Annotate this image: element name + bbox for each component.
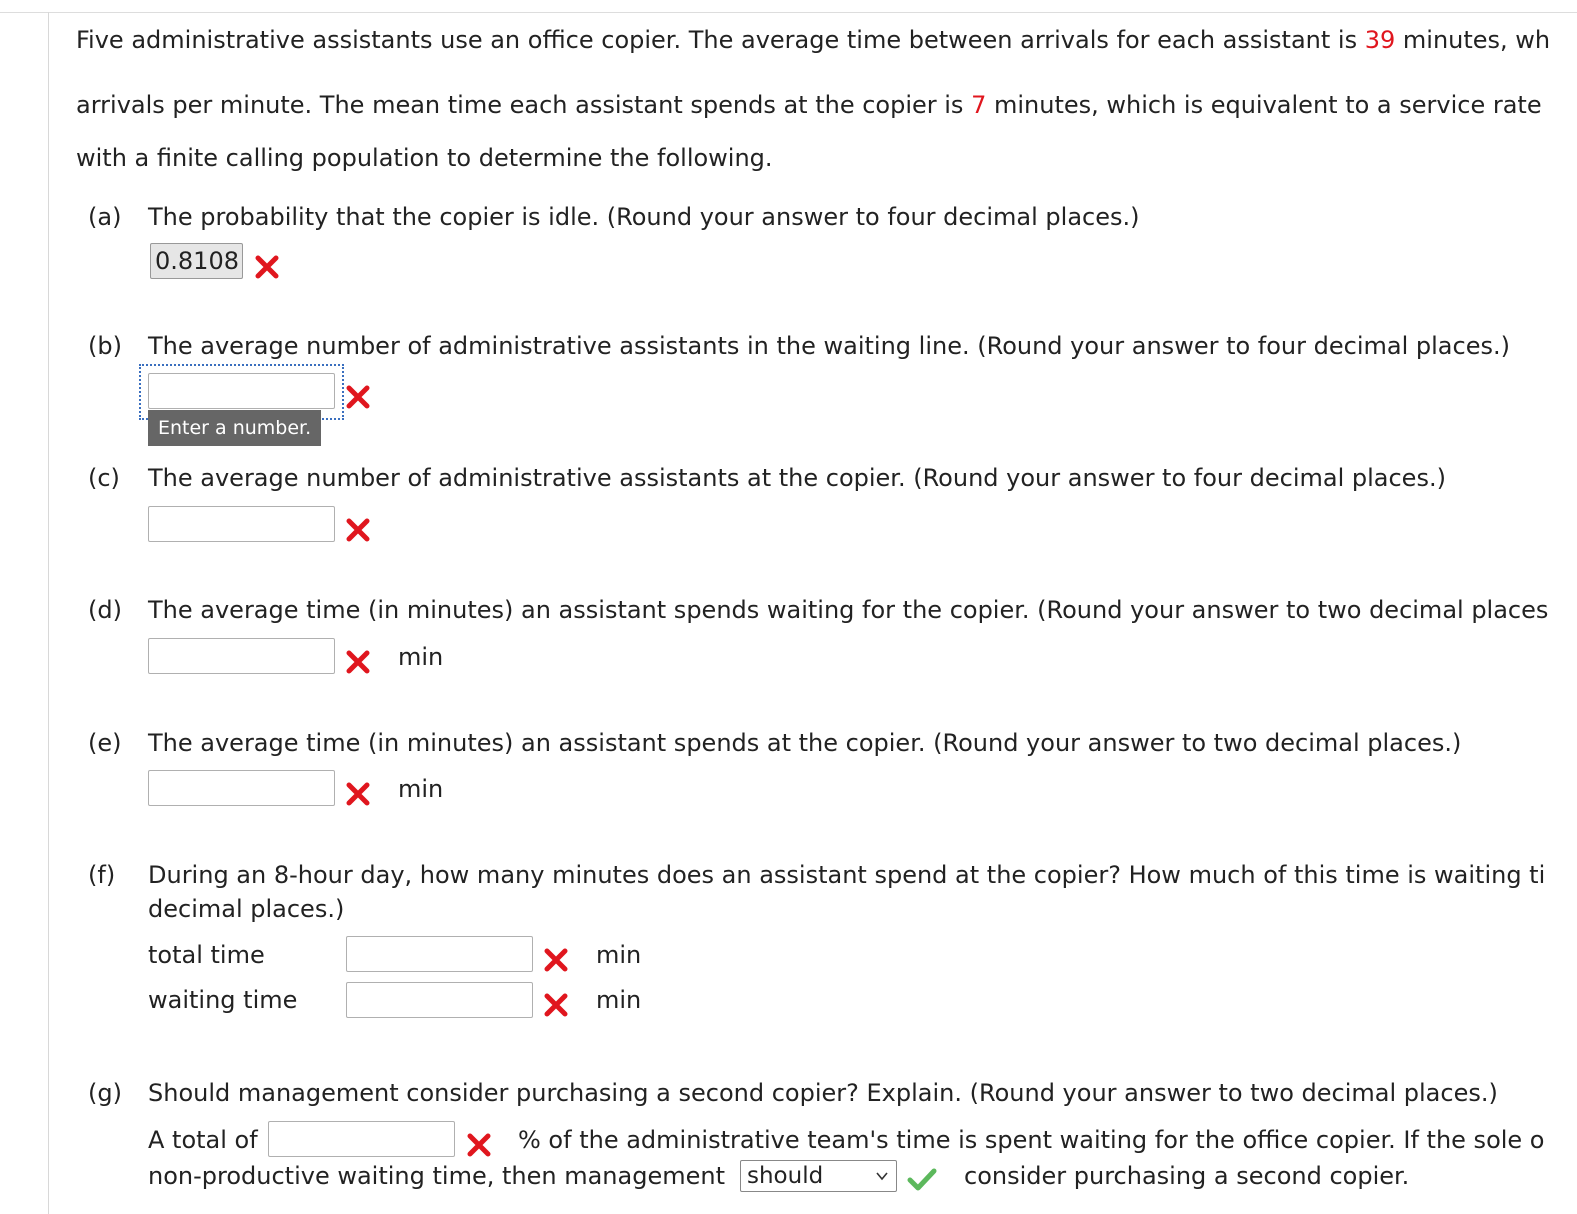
left-divider xyxy=(48,12,49,1214)
x-mark-icon xyxy=(543,992,569,1018)
total-time-input[interactable] xyxy=(346,936,533,972)
part-b-letter: (b) xyxy=(88,332,122,360)
part-d-letter: (d) xyxy=(88,596,122,624)
part-d-unit: min xyxy=(398,643,444,671)
part-a-answer-input[interactable]: 0.8108 xyxy=(150,243,243,279)
x-mark-icon xyxy=(345,781,371,807)
part-d-question: The average time (in minutes) an assistant spends waiting for the copier. (Round your answer to two decimal places xyxy=(148,596,1549,624)
part-c-answer-input[interactable] xyxy=(148,506,335,542)
part-f-question-line-2: decimal places.) xyxy=(148,895,345,923)
management-decision-select[interactable] xyxy=(740,1160,897,1192)
top-divider xyxy=(0,12,1577,13)
part-e-letter: (e) xyxy=(88,729,122,757)
part-c-letter: (c) xyxy=(88,464,120,492)
arrival-time-value: 39 xyxy=(1364,26,1396,54)
part-b-question: The average number of administrative assistants in the waiting line. (Round your answer to four decimal places.) xyxy=(148,332,1510,360)
x-mark-icon xyxy=(254,254,280,280)
intro-line-2 xyxy=(76,90,1542,120)
part-f-question-line-1: During an 8-hour day, how many minutes does an assistant spend at the copier? How much of this time is waiting ti xyxy=(148,861,1546,889)
part-g-line2-text: non-productive waiting time, then management xyxy=(148,1162,725,1190)
intro-text: minutes, wh xyxy=(1395,26,1551,54)
intro-text: minutes, which is equivalent to a service rate xyxy=(986,91,1542,119)
part-g-line2-post-text: consider purchasing a second copier. xyxy=(964,1162,1410,1190)
intro-text: Five administrative assistants use an office copier. The average time between arrivals for each assistant is xyxy=(76,26,1365,54)
part-f-letter: (f) xyxy=(88,861,116,889)
x-mark-icon xyxy=(345,517,371,543)
part-g-percent-input[interactable] xyxy=(268,1121,455,1157)
part-g-letter: (g) xyxy=(88,1079,122,1107)
x-mark-icon xyxy=(543,947,569,973)
intro-line-3: with a finite calling population to determine the following. xyxy=(76,144,773,172)
validation-tooltip: Enter a number. xyxy=(148,410,321,446)
part-e-answer-input[interactable] xyxy=(148,770,335,806)
x-mark-icon xyxy=(345,649,371,675)
select-value: should xyxy=(747,1163,824,1189)
intro-line-1 xyxy=(76,25,1550,55)
part-a-letter: (a) xyxy=(88,203,122,231)
total-time-unit: min xyxy=(596,941,642,969)
waiting-time-unit: min xyxy=(596,986,642,1014)
intro-text: arrivals per minute. The mean time each assistant spends at the copier is xyxy=(76,91,972,119)
check-mark-icon xyxy=(906,1166,938,1192)
chevron-down-icon xyxy=(874,1168,890,1184)
part-g-pre-text: A total of xyxy=(148,1126,258,1154)
total-time-label: total time xyxy=(148,941,265,969)
part-e-unit: min xyxy=(398,775,444,803)
part-b-answer-input[interactable] xyxy=(148,373,335,409)
x-mark-icon xyxy=(466,1132,492,1158)
waiting-time-input[interactable] xyxy=(346,982,533,1018)
part-d-answer-input[interactable] xyxy=(148,638,335,674)
part-e-question: The average time (in minutes) an assistant spends at the copier. (Round your answer to two decimal places.) xyxy=(148,729,1462,757)
part-c-question: The average number of administrative assistants at the copier. (Round your answer to four decimal places.) xyxy=(148,464,1446,492)
part-a-question: The probability that the copier is idle. (Round your answer to four decimal places.) xyxy=(148,203,1140,231)
part-g-question: Should management consider purchasing a second copier? Explain. (Round your answer to two decimal places.) xyxy=(148,1079,1498,1107)
part-g-post-text: % of the administrative team's time is spent waiting for the office copier. If the sole o xyxy=(518,1126,1545,1154)
service-time-value: 7 xyxy=(971,91,987,119)
x-mark-icon xyxy=(345,384,371,410)
waiting-time-label: waiting time xyxy=(148,986,298,1014)
